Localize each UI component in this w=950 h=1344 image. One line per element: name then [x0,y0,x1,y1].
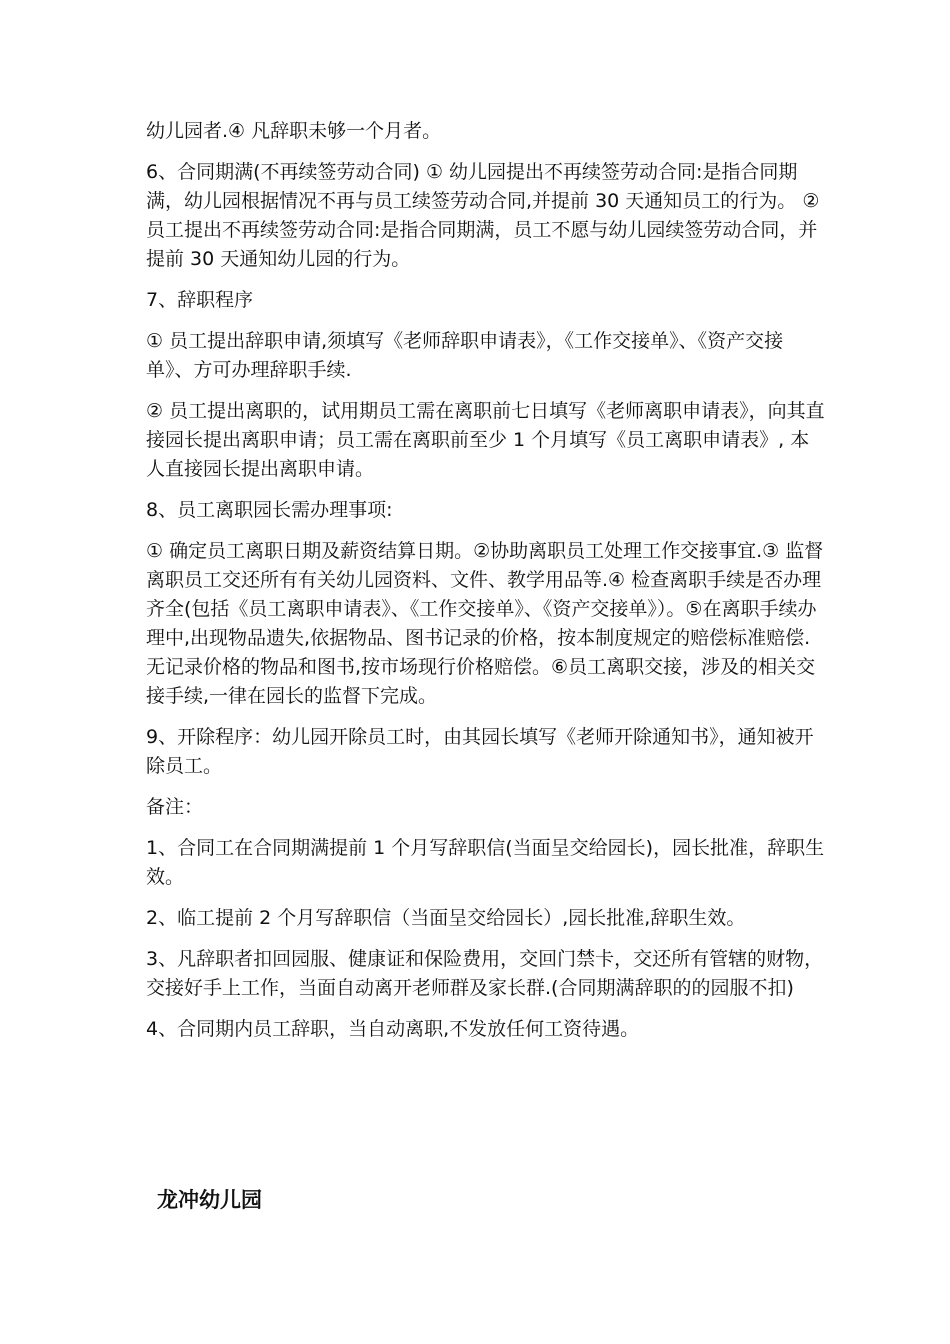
paragraph-contract-expiry: 6、合同期满(不再续签劳动合同) ① 幼儿园提出不再续签劳动合同:是指合同期满，幼儿园根据情况不再与员工续签劳动合同,并提前 30 天通知员工的行为。 ②员工提出不再续签劳动合同:是指合同期满，员工不愿与幼儿园续签劳动合同，并提前 30 天通知幼儿园的行为。 [146,161,820,270]
heading-notes: 备注： [146,796,204,818]
paragraph-director-duties: ① 确定员工离职日期及薪资结算日期。②协助离职员工处理工作交接事宜.③ 监督离职员工交还所有有关幼儿园资料、文件、教学用品等.④ 检查离职手续是否办理齐全(包括《员工离职申请表》、《工作交接单》、《资产交接单》）。⑤在离职手续办理中,出现物品遗失,依据物品、图书记录的价格，按本制度规定的赔偿标准赔偿.无记录价格的物品和图书,按市场现行价格赔偿。⑥员工离职交接，涉及的相关交接手续,一律在园长的监督下完成。 [146,540,824,707]
note-item-4: 4、合同期内员工辞职，当自动离职,不发放任何工资待遇。 [146,1018,640,1040]
note-item-2: 2、临工提前 2 个月写辞职信（当面呈交给园长）,园长批准,辞职生效。 [146,907,746,929]
signature-kindergarten-name: 龙冲幼儿园 [157,1188,262,1212]
document-body [146,117,826,1056]
paragraph-resignation-step-1: ① 员工提出辞职申请,须填写《老师辞职申请表》，《工作交接单》、《资产交接单》、方可办理辞职手续. [146,330,784,381]
note-item-1: 1、合同工在合同期满提前 1 个月写辞职信(当面呈交给园长)，园长批准，辞职生效。 [146,837,825,888]
paragraph-continuation: 幼儿园者.④ 凡辞职未够一个月者。 [146,120,442,142]
paragraph-dismissal-procedure: 9、开除程序：幼儿园开除员工时，由其园长填写《老师开除通知书》，通知被开除员工。 [146,726,814,777]
paragraph-resignation-step-2: ② 员工提出离职的，试用期员工需在离职前七日填写《老师离职申请表》，向其直接园长提出离职申请；员工需在离职前至少 1 个月填写《员工离职申请表》, 本人直接园长提出离职申请。 [146,400,825,480]
heading-director-duties: 8、员工离职园长需办理事项: [146,499,393,521]
note-item-3: 3、凡辞职者扣回园服、健康证和保险费用，交回门禁卡，交还所有管辖的财物，交接好手上工作，当面自动离开老师群及家长群.(合同期满辞职的的园服不扣) [146,948,824,999]
heading-resignation-procedure: 7、辞职程序 [146,289,254,311]
